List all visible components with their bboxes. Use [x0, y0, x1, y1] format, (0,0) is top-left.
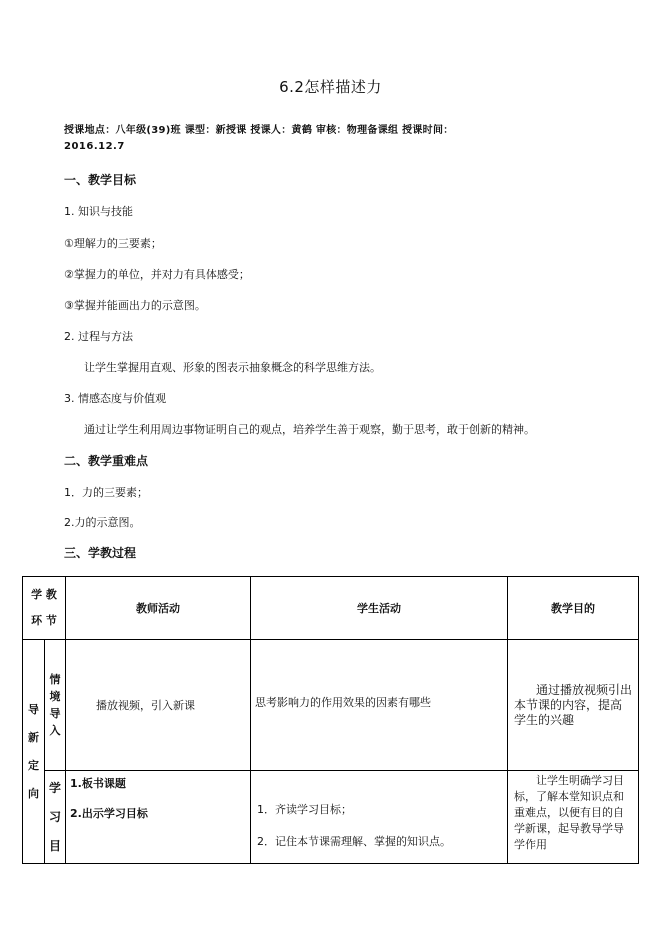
header-purpose: 教学目的 [508, 577, 639, 640]
row2-teacher [66, 771, 251, 864]
row2-student-line1: 1．齐读学习目标； [257, 803, 352, 816]
doc-title: 6.2怎样描述力 [279, 78, 382, 96]
row1-subcell [45, 640, 66, 771]
subheading-process: 2. 过程与方法 [64, 330, 133, 343]
group-char: 向 [28, 786, 39, 800]
header-student-activity: 学生活动 [251, 577, 508, 640]
row2-purpose: 让学生明确学习目标，了解本堂知识点和重难点，以便有目的自学新课，起导教导学导学作用 [508, 771, 639, 864]
group-cell [23, 640, 45, 864]
objective-item-1: ①理解力的三要素； [64, 237, 162, 250]
header-teacher-activity: 教师活动 [66, 577, 251, 640]
group-char: 新 [28, 730, 39, 744]
row1-student: 思考影响力的作用效果的因素有哪些 [251, 640, 508, 771]
objective-item-2: ②掌握力的单位，并对力有具体感受； [64, 268, 250, 281]
row1-sub-char: 导 [49, 707, 61, 720]
process-paragraph: 让学生掌握用直观、形象的图表示抽象概念的科学思维方法。 [84, 361, 381, 374]
subheading-attitude: 3. 情感态度与价值观 [64, 392, 166, 405]
row2-teacher-line1: 1.板书课题 [70, 777, 126, 790]
row1-sub-char: 入 [49, 724, 61, 737]
header-stage-line1: 学 教 [31, 588, 57, 601]
group-char: 定 [28, 758, 39, 772]
objective-item-3: ③掌握并能画出力的示意图。 [64, 299, 206, 312]
row1-sub-char: 情 [49, 673, 61, 686]
row2-sub-char: 习 [48, 809, 61, 824]
row2-subcell [45, 771, 66, 864]
row1-sub-char: 境 [49, 690, 61, 703]
header-stage [23, 577, 66, 640]
attitude-paragraph: 通过让学生利用周边事物证明自己的观点，培养学生善于观察，勤于思考，敢于创新的精神。 [84, 423, 535, 436]
keypoint-item-2: 2.力的示意图。 [64, 516, 141, 529]
row2-student-line2: 2．记住本节课需理解、掌握的知识点。 [257, 835, 451, 848]
meta-line-1: 授课地点：八年级(39)班 课型：新授课 授课人：黄鹤 审核：物理备课组 授课时间： [64, 125, 454, 136]
row1-teacher: 播放视频，引入新课 [66, 640, 251, 771]
section-heading-process: 三、学教过程 [64, 546, 137, 560]
row2-student [251, 771, 508, 864]
header-stage-line2: 环 节 [31, 614, 57, 627]
lesson-process-table [22, 576, 639, 864]
row1-purpose: 通过播放视频引出本节课的内容，提高学生的兴趣 [508, 640, 639, 771]
keypoint-item-1: 1．力的三要素； [64, 486, 148, 499]
section-heading-keypoints: 二、教学重难点 [64, 454, 149, 468]
section-heading-objectives: 一、教学目标 [64, 173, 137, 187]
subheading-knowledge: 1. 知识与技能 [64, 205, 133, 218]
row2-teacher-line2: 2.出示学习目标 [70, 807, 148, 820]
group-char: 导 [28, 702, 39, 716]
meta-line-2: 2016.12.7 [64, 141, 125, 152]
row2-sub-char: 学 [48, 780, 61, 795]
row2-sub-char: 目 [48, 838, 61, 853]
